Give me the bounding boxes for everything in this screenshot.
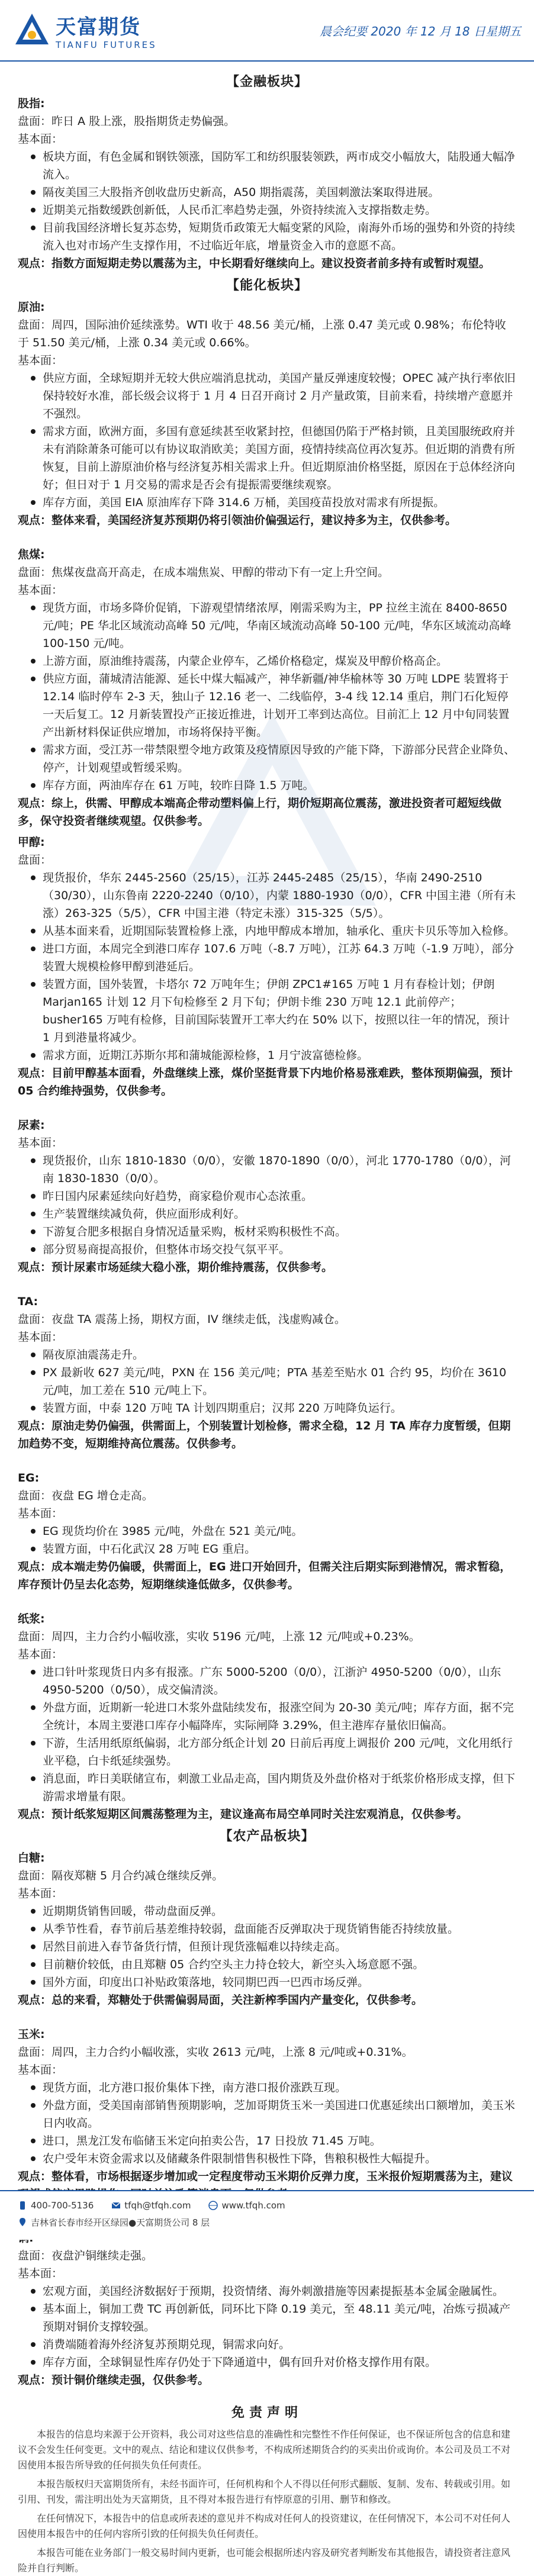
disclaimer-para: 本报告的信息均来源于公开资料，我公司对这些信息的准确性和完整性不作任何保证，也不保证所包含的信息和建议不会发生任何变更。文中的观点、结论和建议仅供参考，不构成所述期货合约的买卖出价或询价。本公司及员工不对因使用本报告所导致的任何损失负任何责任。	[18, 2429, 511, 2471]
basics-label: 基本面：	[18, 133, 63, 146]
logo-en: TIANFU FUTURES	[56, 39, 157, 50]
footer-phone: 400-700-5136	[31, 2200, 94, 2211]
market-line: 盘面：夜盘 EG 增仓走高。	[18, 1489, 153, 1502]
bullet-item: 目前糖价较低，由且郑糖 05 合约空头主力持仓较大，新空头入场意愿不强。	[31, 1956, 516, 1973]
bullet-list	[18, 2079, 516, 2168]
bullet-item: 现货方面，市场多降价促销，下游观望情绪浓厚，刚需采购为主，PP 拉丝主流在 8400-8650 元/吨；PE 华北区域流动高峰 50 元/吨，华南区域流动高峰 50-100 元/吨，华东区域流动高峰 100-150 元/吨。	[31, 599, 516, 652]
bullet-list	[18, 1522, 516, 1558]
bullet-item: 从基本面来看，近期国际装置检修上涨，内地甲醇成本增加，轴承化、重庆卡贝乐等加入检修。	[31, 922, 516, 940]
basics-label: 基本面：	[18, 1136, 63, 1149]
bullet-item: 外盘方面，近期新一轮进口木浆外盘陆续发布，报涨空间为 20-30 美元/吨；库存方面，据不完全统计，本周主要港口库存小幅降库，实际闸降 3.29%，但主港库存量依旧偏高。	[31, 1699, 516, 1734]
bullet-item: 需求方面，近期江苏斯尔邦和蒲城能源检修，1 月宁波富德检修。	[31, 1046, 516, 1064]
subheading-sugar: 白糖:	[18, 1852, 45, 1865]
view-line: 观点：预计纸浆短期区间震荡整理为主，建议逢高布局空单同时关注宏观消息，仅供参考。	[18, 1808, 468, 1821]
bullet-list	[18, 1346, 516, 1417]
disclaimer-title: 免责声明	[231, 2406, 303, 2420]
basics-label: 基本面：	[18, 2267, 63, 2280]
market-line: 盘面：周四，主力合约小幅收涨，实收 2613 元/吨，上涨 8 元/吨或+0.31%。	[18, 2046, 413, 2059]
view-line: 观点：预计铜价继续走强，仅供参考。	[18, 2374, 210, 2387]
bullet-item: PX 最新收 627 美元/吨，PXN 在 156 美元/吨；PTA 基差至贴水 01 合约 95，均价在 3610 元/吨，加工差在 510 元/吨上下。	[31, 1364, 516, 1399]
footer-email[interactable]: tfqh@tfqh.com	[124, 2200, 191, 2211]
subheading-coke: 焦煤:	[18, 548, 45, 561]
market-line: 盘面：焦煤夜盘高开高走，在成本端焦炭、甲醇的带动下有一定上升空间。	[18, 566, 390, 579]
basics-label: 基本面：	[18, 584, 63, 597]
bullet-list	[18, 1902, 516, 1991]
subheading-stock-index: 股指:	[18, 97, 45, 110]
bullet-item: 供应方面，全球短期并无较大供应端消息扰动，美国产量反弹速度较慢；OPEC 减产执行率依旧保持较好水准，部长级会议将于 1 月 4 日召开商讨 2 月产量政策，目前来看，持续增产意愿并不强烈。	[31, 369, 516, 423]
bullet-item: 消息面，昨日美联储宣布，刺激工业品走高，国内期货及外盘价格对于纸浆价格形成支撑，但下游需求增量有限。	[31, 1770, 516, 1805]
bullet-item: 上游方面，原油维持震荡，内蒙企业停车，乙烯价格稳定，煤炭及甲醇价格高企。	[31, 652, 516, 670]
bullet-item: 现货报价，山东 1810-1830（0/0），安徽 1870-1890（0/0），河北 1770-1780（0/0），河南 1830-1830（0/0）。	[31, 1152, 516, 1187]
basics-label: 基本面：	[18, 354, 63, 367]
bullet-item: 下游，生活用纸原纸偏弱，北方部分纸企计划 20 日前后再度上调报价 200 元/吨，文化用纸行业平稳，白卡纸延续强势。	[31, 1734, 516, 1770]
bullet-list	[18, 599, 516, 794]
footer-website[interactable]: www.tfqh.com	[221, 2200, 285, 2211]
bullet-item: 进口针叶浆现货日内多有报涨。广东 5000-5200（0/0），江浙沪 4950-5200（0/0），山东 4950-5200（0/50），成交偏清淡。	[31, 1663, 516, 1699]
subheading-eg: EG:	[18, 1471, 40, 1485]
phone-icon	[18, 2201, 27, 2210]
bullet-item: 装置方面，中石化武汉 28 万吨 EG 重启。	[31, 1540, 516, 1558]
bullet-item: 进口，黑龙江发布临储玉米定向拍卖公告，17 日投放 71.45 万吨。	[31, 2132, 516, 2150]
bullet-item: EG 现货均价在 3985 元/吨，外盘在 521 美元/吨。	[31, 1522, 516, 1540]
bullet-item: 板块方面，有色金属和钢铁领涨，国防军工和纺织服装领跌，两市成交小幅放大，陆股通大幅净流入。	[31, 148, 516, 183]
view-line: 观点：总的来看，郑糖处于供需偏弱局面，关注新榨季国内产量变化，仅供参考。	[18, 1994, 423, 2007]
subheading-methanol: 甲醇:	[18, 836, 45, 849]
bullet-item: 装置方面，中泰 120 万吨 TA 计划四期重启；汉邦 220 万吨降负运行。	[31, 1399, 516, 1417]
view-line: 观点：整体来看，美国经济复苏预期仍将引领油价偏强运行，建议持多为主，仅供参考。	[18, 514, 457, 527]
bullet-item: 宏观方面，美国经济数据好于预期，投资情绪、海外刺激措施等因素提振基本金属金融属性。	[31, 2282, 516, 2300]
bullet-item: 农户受年末资金需求以及储藏条件限制惜售积极性下降，售粮积极性大幅提升。	[31, 2150, 516, 2168]
market-line: 盘面：昨日 A 股上涨，股指期货走势偏强。	[18, 115, 236, 128]
market-line: 盘面：周四，主力合约小幅收涨，实收 5196 元/吨，上涨 12 元/吨或+0.23%。	[18, 1630, 420, 1643]
view-line: 观点：目前甲醇基本面看，外盘继续上涨，煤价坚挺背景下内地价格易涨难跌，整体预期偏强，预计 05 合约维持强势，仅供参考。	[18, 1067, 513, 1097]
section-title-finance: 【金融板块】	[226, 75, 308, 89]
basics-label: 基本面：	[18, 2063, 63, 2076]
logo-icon	[13, 11, 51, 49]
market-line: 盘面：周四，国际油价延续涨势。WTI 收于 48.56 美元/桶，上涨 0.47 美元或 0.98%；布伦特收于 51.50 美元/桶，上涨 0.34 美元或 0.66%。	[18, 318, 506, 349]
bullet-item: 需求方面，受江苏一带禁限塑令地方政策及疫情原因导致的产能下降，下游部分民营企业降负、停产，计划观望或暂缓采购。	[31, 741, 516, 777]
basics-label: 基本面：	[18, 1331, 63, 1344]
market-line: 盘面：	[18, 854, 52, 867]
bullet-item: 昨日国内尿素延续向好趋势，商家稳价观市心态浓重。	[31, 1187, 516, 1205]
bullet-item: 生产装置继续减负荷，供应面形成利好。	[31, 1205, 516, 1223]
disclaimer	[18, 2427, 516, 2576]
bullet-item: 外盘方面，受美国南部销售预期影响，芝加哥期货玉米一美国进口优惠延续出口额增加，美玉米日内收高。	[31, 2097, 516, 2132]
logo-text	[56, 11, 157, 50]
bullet-item: 近期期货销售回暖，带动盘面反弹。	[31, 1902, 516, 1920]
market-line: 盘面：夜盘 TA 震荡上扬，期权方面，IV 继续走低，浅虚购减仓。	[18, 1313, 346, 1326]
bullet-item: 近期美元指数缓跌创新低，人民币汇率趋势走强，外资持续流入支撑指数走势。	[31, 201, 516, 219]
market-line: 盘面：夜盘沪铜继续走强。	[18, 2249, 153, 2262]
bullet-item: 部分贸易商提高报价，但整体市场交投气氛平平。	[31, 1241, 516, 1258]
bullet-item: 目前我国经济增长复苏态势，短期货币政策无大幅变紧的风险，南海外币场的强势和外资的持续流入也对市场产生支撑作用，不过临近年底，增量资金入市的意愿不高。	[31, 219, 516, 255]
bullet-item: 供应方面，蒲城清洁能源、延长中煤大幅减产，神华新疆/神华榆林等 30 万吨 LDPE 装置将于 12.14 临时停车 2-3 天，独山子 12.16 老一、二线临停，3-4 线 12.14 重启，荆门石化短停一天后复工。12 月新装置投产正接近推进，计划开工率到达高位。目前汇上 12 月中旬同装置产出新材料保证供应增加，市场将保持平衡。	[31, 670, 516, 741]
view-line: 观点：成本端走势仍偏暖，供需面上，EG 进口开始回升，但需关注后期实际到港情况，需求暂稳，库存预计仍呈去化态势，短期继续逢低做多，仅供参考。	[18, 1560, 512, 1591]
footer	[0, 2190, 534, 2240]
header	[0, 0, 534, 62]
bullet-list	[18, 1152, 516, 1258]
bullet-item: 库存方面，全球铜显性库存仍处于下降通道中，偶有回升对价格支撑作用有限。	[31, 2353, 516, 2371]
bullet-item: 居然目前进入春节备货行情，但预计现货涨幅难以持续走高。	[31, 1938, 516, 1956]
bullet-list	[18, 148, 516, 255]
bullet-item: 进口方面，本周完全到港口库存 107.6 万吨（-8.7 万吨），江苏 64.3 万吨（-1.9 万吨），部分装置大规模检修甲醇到港延后。	[31, 940, 516, 975]
bullet-list	[18, 869, 516, 1064]
view-line: 观点：综上，供需、甲醇成本端高企带动塑料偏上行，期价短期高位震荡，激进投资者可超短线做多，保守投资者继续观望。仅供参考。	[18, 797, 502, 827]
basics-label: 基本面：	[18, 1648, 63, 1661]
subheading-pulp: 纸浆:	[18, 1612, 45, 1625]
market-line: 盘面：隔夜郑糖 5 月合约减仓继续反弹。	[18, 1869, 224, 1882]
section-title-energy: 【能化板块】	[226, 278, 308, 293]
subheading-crude: 原油:	[18, 301, 45, 314]
disclaimer-para: 在任何情况下，本报告中的信息或所表述的意见并不构成对任何人的投资建议，在任何情况下，本公司不对任何人因使用本报告中的任何内容所引致的任何损失负任何责任。	[18, 2513, 511, 2539]
footer-address: 吉林省长春市经开区绿园●天富期货公司 8 层	[31, 2217, 210, 2228]
email-icon	[111, 2201, 121, 2210]
subheading-urea: 尿素:	[18, 1119, 45, 1132]
globe-icon	[208, 2201, 218, 2210]
section-title-agri: 【农产品板块】	[219, 1829, 315, 1844]
location-icon	[18, 2217, 27, 2227]
bullet-item: 隔夜原油震荡走升。	[31, 1346, 516, 1364]
basics-label: 基本面：	[18, 1507, 63, 1520]
logo-cn: 天富期货	[56, 15, 141, 39]
view-line: 观点：预计尿素市场延续大稳小涨，期价维持震荡，仅供参考。	[18, 1261, 333, 1274]
subheading-ta: TA:	[18, 1295, 38, 1308]
bullet-list	[18, 2282, 516, 2371]
bullet-item: 基本面上，铜加工费 TC 再创新低，同环比下降 0.19 美元，至 48.11 美元/吨，冶炼亏损减产预期对铜价支撑较强。	[31, 2300, 516, 2336]
bullet-item: 下游复合肥多根据自身情况适量采购，板材采购积极性不高。	[31, 1223, 516, 1241]
view-line: 观点：指数方面短期走势以震荡为主，中长期看好继续向上。建议投资者前多持有或暂时观望。	[18, 257, 491, 270]
disclaimer-para: 本报告可能在业务部门一般交易时间内更新，也可能会根据所述内容及研究者判断发布其他报告，请投资者注意风险并自行判断。	[18, 2547, 511, 2574]
bullet-list	[18, 369, 516, 511]
bullet-item: 国外方面，印度出口补贴政策落地，较同期巴西一巴西市场反弹。	[31, 1973, 516, 1991]
view-line: 观点：原油走势仍偏强，供需面上，个别装置计划检修，需求全稳，12 月 TA 库存力度暂缓，但期加趋势不变，短期维持高位震荡。仅供参考。	[18, 1419, 511, 1450]
bullet-item: 隔夜美国三大股指齐创收盘历史新高，A50 期指震荡，美国刺激法案取得进展。	[31, 183, 516, 201]
bullet-item: 需求方面，欧洲方面，多国有意延续甚至收紧封控，但德国仍陷于严格封锁，且美国服统政府并未有消除萧条可能可以有协议取消欧美；美国方面，疫情持续高位再次复苏。但近期的消费有所恢复，目前上游原油价格与经济复苏相关需求上升。但近期原油价格坚挺，原因在于总体经济向好；但日对于 1 月交易的需求是否会有提振需要继续观察。	[31, 423, 516, 494]
bullet-item: 从季节性看，春节前后基差维持较弱，盘面能否反弹取决于现货销售能否持续放量。	[31, 1920, 516, 1938]
bullet-item: 库存方面，两油库存在 61 万吨，较昨日降 1.5 万吨。	[31, 777, 516, 794]
bullet-item: 现货方面，北方港口报价集体下挫，南方港口报价涨跌互现。	[31, 2079, 516, 2097]
report-date: 晨会纪要 2020 年 12 月 18 日星期五	[320, 24, 521, 38]
bullet-item: 现货报价，华东 2445-2560（25/15），江苏 2445-2485（25/15），华南 2490-2510（30/30），山东鲁南 2220-2240（0/10），内蒙 1880-1930（0/0），CFR 中国主港（所有未涨）263-325（5/5），CFR 中国主港（特定未涨）315-325（5/5）。	[31, 869, 516, 922]
basics-label: 基本面：	[18, 1887, 63, 1900]
disclaimer-para: 本报告版权归天富期货所有，未经书面许可，任何机构和个人不得以任何形式翻版、复制、发布、转载或引用。如引用、刊发，需注明出处为天富期货，且不得对本报告进行有悖原意的引用、删节和修改。	[18, 2478, 511, 2505]
bullet-item: 消费端随着海外经济复苏预期兑现，铜需求向好。	[31, 2336, 516, 2353]
view-line: 观点：整体看，市场根据逐步增加或一定程度带动玉米期价反弹力度，玉米报价短期震荡为主，建议	[18, 2170, 513, 2183]
subheading-corn: 玉米:	[18, 2028, 45, 2041]
bullet-item: 库存方面，美国 EIA 原油库存下降 314.6 万桶，美国疫苗投放对需求有所提振。	[31, 494, 516, 511]
bullet-list	[18, 1663, 516, 1805]
bullet-item: 装置方面，国外装置，卡塔尔 72 万吨年生；伊朗 ZPC1#165 万吨 1 月有春检计划；伊朗 Marjan165 计划 12 月下旬检修至 2 月下旬；伊朗卡维 230 万吨 12.1 此前停产；busher165 万吨有检修，目前国际装置开工率大约在 50% 以下，按照以往一年的情况，预计 1 月到港量将减少。	[31, 975, 516, 1046]
